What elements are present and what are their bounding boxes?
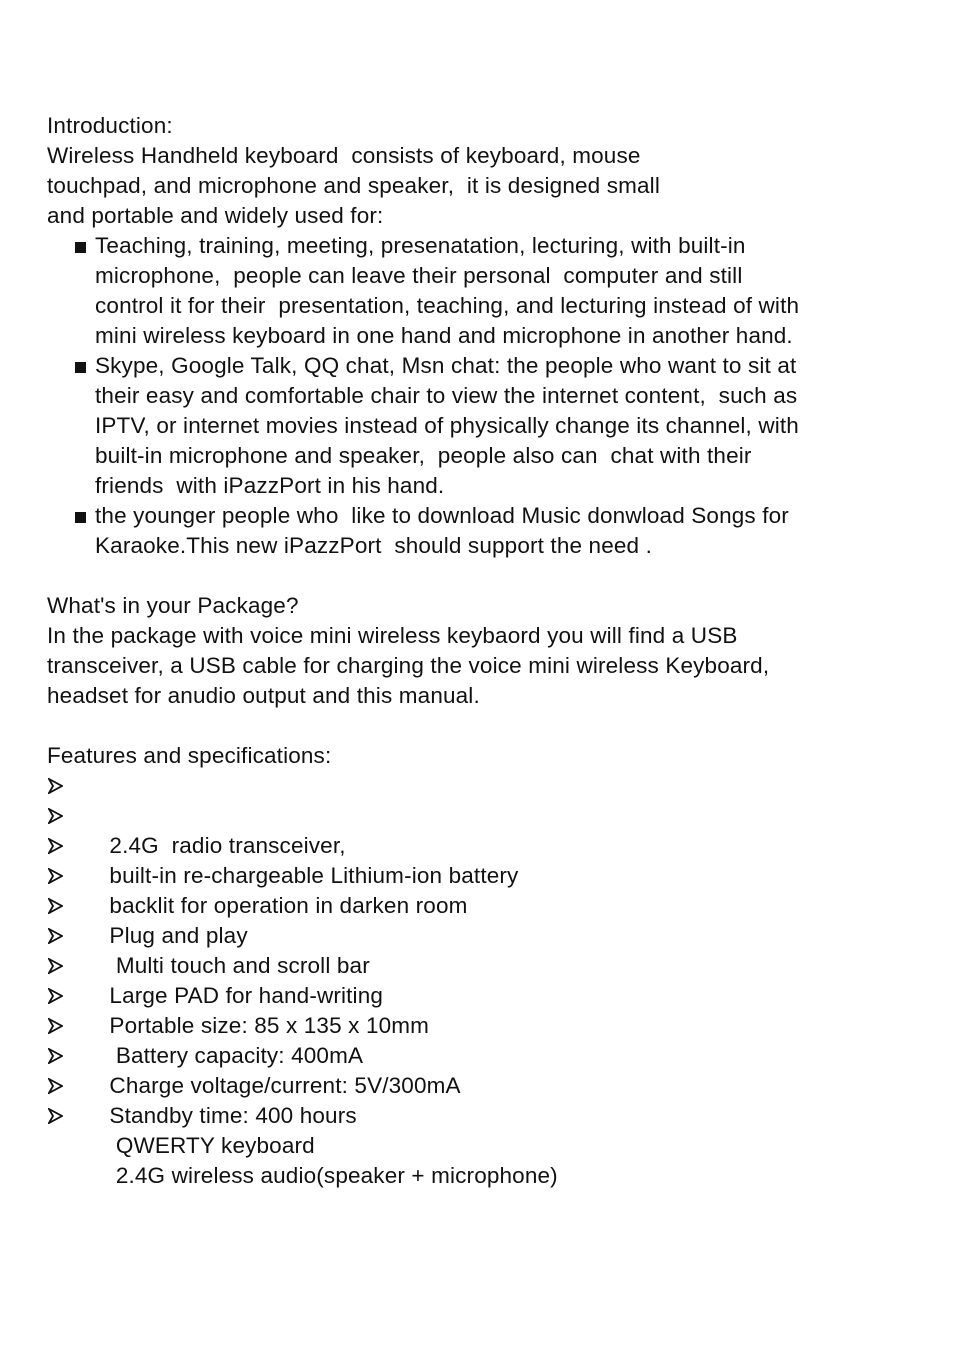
use-case-line: microphone, people can leave their personal computer and still bbox=[95, 263, 743, 288]
arrowhead-bullet-icon bbox=[48, 898, 63, 914]
use-case-line: IPTV, or internet movies instead of physically change its channel, with bbox=[95, 413, 799, 438]
features-list bbox=[47, 771, 927, 1188]
square-bullet-icon bbox=[75, 512, 86, 523]
use-case-item bbox=[47, 501, 927, 561]
feature-text: Portable size: 85 x 135 x 10mm bbox=[109, 1013, 430, 1038]
intro-text-line: Wireless Handheld keyboard consists of keyboard, mouse bbox=[47, 143, 641, 168]
package-text-line: In the package with voice mini wireless keybaord you will find a USB bbox=[47, 623, 738, 648]
feature-text: Battery capacity: 400mA bbox=[109, 1043, 364, 1068]
feature-text: backlit for operation in darken room bbox=[109, 893, 468, 918]
section-spacer bbox=[47, 561, 927, 591]
manual-page bbox=[47, 111, 927, 1188]
feature-text: built-in re-chargeable Lithium-ion battery bbox=[109, 863, 519, 888]
arrowhead-bullet-icon bbox=[48, 838, 63, 854]
feature-text: QWERTY keyboard bbox=[109, 1133, 315, 1158]
square-bullet-icon bbox=[75, 362, 86, 373]
use-case-item bbox=[47, 351, 927, 501]
use-case-line: friends with iPazzPort in his hand. bbox=[95, 473, 445, 498]
feature-text: 2.4G wireless audio(speaker + microphone) bbox=[109, 1163, 558, 1188]
use-case-line: Skype, Google Talk, QQ chat, Msn chat: the people who want to sit at bbox=[95, 353, 797, 378]
arrowhead-bullet-icon bbox=[48, 1078, 63, 1094]
feature-text: Multi touch and scroll bar bbox=[109, 953, 370, 978]
use-case-item bbox=[47, 231, 927, 351]
arrowhead-bullet-icon bbox=[48, 868, 63, 884]
package-heading: What's in your Package? bbox=[47, 593, 299, 618]
feature-item bbox=[47, 771, 927, 858]
feature-text: Large PAD for hand-writing bbox=[109, 983, 384, 1008]
intro-text-line: touchpad, and microphone and speaker, it is designed small bbox=[47, 173, 660, 198]
use-case-line: built-in microphone and speaker, people also can chat with their bbox=[95, 443, 752, 468]
use-case-line: their easy and comfortable chair to view the internet content, such as bbox=[95, 383, 798, 408]
use-case-line: control it for their presentation, teaching, and lecturing instead of with bbox=[95, 293, 800, 318]
arrowhead-bullet-icon bbox=[48, 1018, 63, 1034]
square-bullet-icon bbox=[75, 242, 86, 253]
features-heading: Features and specifications: bbox=[47, 743, 332, 768]
use-case-line: Teaching, training, meeting, presenatation, lecturing, with built-in bbox=[95, 233, 746, 258]
arrowhead-bullet-icon bbox=[48, 928, 63, 944]
arrowhead-bullet-icon bbox=[48, 988, 63, 1004]
use-case-line: the younger people who like to download Music donwload Songs for bbox=[95, 503, 789, 528]
use-case-line: mini wireless keyboard in one hand and microphone in another hand. bbox=[95, 323, 793, 348]
arrowhead-bullet-icon bbox=[48, 778, 63, 794]
section-spacer bbox=[47, 711, 927, 741]
intro-heading: Introduction: bbox=[47, 113, 173, 138]
package-text-line: transceiver, a USB cable for charging the voice mini wireless Keyboard, bbox=[47, 653, 770, 678]
arrowhead-bullet-icon bbox=[48, 1048, 63, 1064]
use-case-line: Karaoke.This new iPazzPort should support the need . bbox=[95, 533, 653, 558]
package-text-line: headset for anudio output and this manual. bbox=[47, 683, 480, 708]
arrowhead-bullet-icon bbox=[48, 958, 63, 974]
arrowhead-bullet-icon bbox=[48, 808, 63, 824]
intro-text-line: and portable and widely used for: bbox=[47, 203, 384, 228]
feature-text: 2.4G radio transceiver, bbox=[109, 833, 346, 858]
feature-text: Charge voltage/current: 5V/300mA bbox=[109, 1073, 461, 1098]
feature-text: Standby time: 400 hours bbox=[109, 1103, 357, 1128]
feature-text: Plug and play bbox=[109, 923, 248, 948]
arrowhead-bullet-icon bbox=[48, 1108, 63, 1124]
